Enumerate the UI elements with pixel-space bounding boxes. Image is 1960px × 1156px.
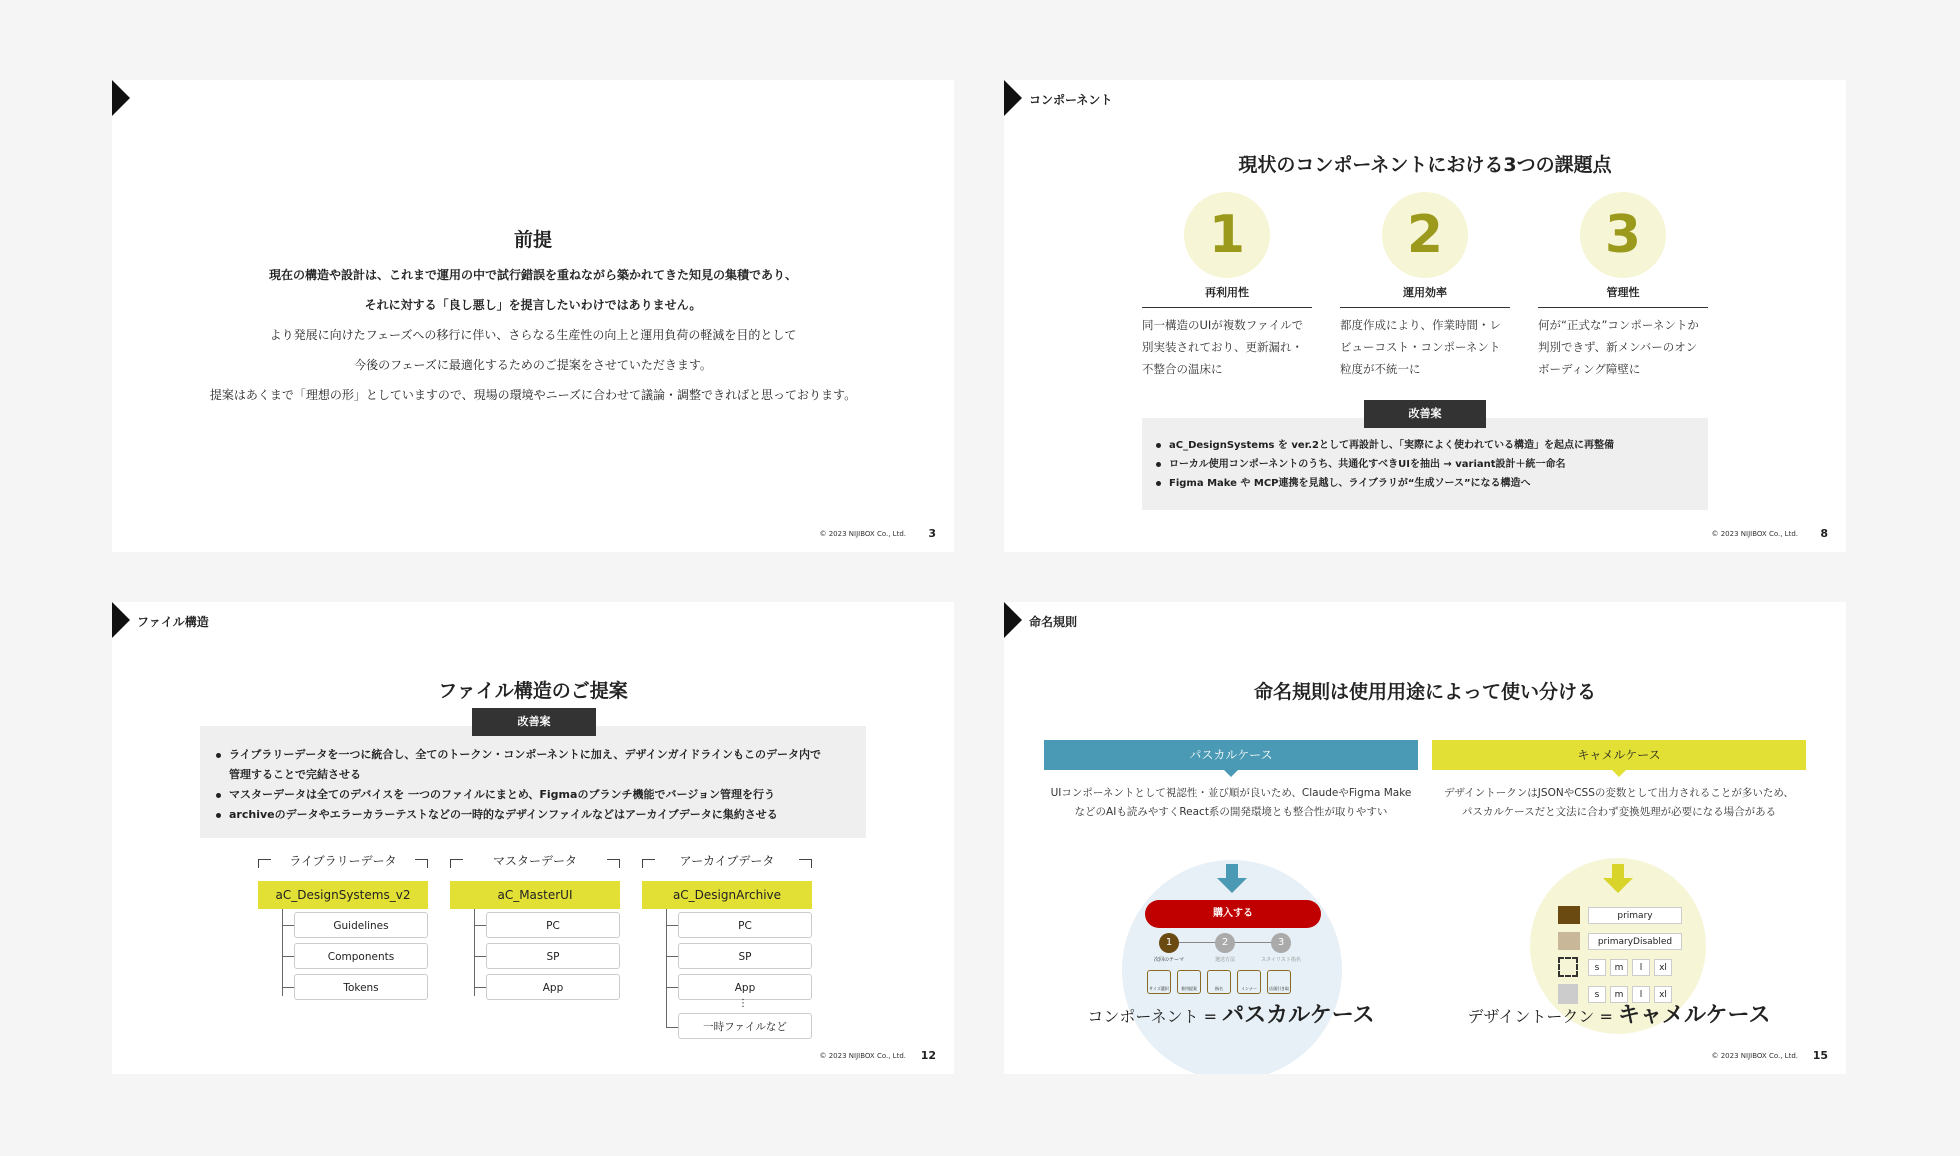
copyright: © 2023 NIJIBOX Co., Ltd. [819,530,906,538]
size-token: s [1588,986,1606,1003]
child-page[interactable]: App [486,974,620,1000]
master-file[interactable]: aC_MasterUI [450,881,620,909]
child-page[interactable]: App [678,974,812,1000]
slide-flag [1004,80,1022,116]
issue-number: 2 [1382,192,1468,278]
band-pointer [1612,770,1626,777]
camel-caption: デザイントークン = キャメルケース [1467,1003,1771,1028]
step-label: スタイリスト指名 [1261,957,1301,963]
down-arrow [1226,864,1238,878]
step-2: 2 [1215,933,1235,953]
color-swatch [1558,932,1580,950]
child-page[interactable]: SP [486,943,620,969]
issue-label: 運用効率 [1340,284,1510,308]
proposal-item: aC_DesignSystems を ver.2として再設計し、「実際によく使われている構造」を起点に再整備 [1156,436,1614,455]
slide-file-structure[interactable] [112,602,954,1074]
tree-line [282,909,283,996]
slide-title: 現状のコンポーネントにおける3つの課題点 [1238,154,1612,176]
proposal-item: Figma Make や MCP連携を見越し、ライブラリが“生成ソース”になる構造へ [1156,474,1531,493]
child-page[interactable]: Guidelines [294,912,428,938]
tree-line [474,909,475,996]
option-icon[interactable]: インナー [1237,970,1261,994]
slide-title: 命名規則は使用用途によって使い分ける [1253,681,1596,703]
step-3: 3 [1271,933,1291,953]
size-token: l [1632,986,1650,1003]
issue-label: 再利用性 [1142,284,1312,308]
proposal-item-cont: 管理することで完結させる [229,768,361,781]
proposal-item: ライブラリーデータを一つに統合し、全てのトークン・コンポーネントに加え、デザインガイドラインもこのデータ内で [216,745,821,764]
size-token: m [1610,986,1628,1003]
option-icon[interactable]: 着用提案 [1177,970,1201,994]
issue-number: 3 [1580,192,1666,278]
copyright: © 2023 NIJIBOX Co., Ltd. [1711,530,1798,538]
slide-title: 前提 [513,229,552,251]
page-number: 8 [1820,527,1828,540]
proposal-item: マスターデータは全てのデバイスを 一つのファイルにまとめ、Figmaのブランチ機能でバージョン管理を行う [216,785,775,804]
proposal-item: archiveのデータやエラーカラーテストなどの一時的なデザインファイルなどはアーカイブデータに集約させる [216,805,778,824]
camel-case-band: キャメルケース [1432,740,1806,770]
color-swatch [1558,906,1580,924]
issue-desc: 何が“正式な”コンポーネントか判別できず、新メンバーのオンボーディング障壁に [1538,318,1699,376]
child-page[interactable]: SP [678,943,812,969]
proposal-tag: 改善案 [472,708,596,736]
issue-desc: 同一構造のUIが複数ファイルで別実装されており、更新漏れ・不整合の温床に [1142,318,1304,376]
section-label: 命名規則 [1029,615,1078,629]
issue-number: 1 [1184,192,1270,278]
copyright: © 2023 NIJIBOX Co., Ltd. [1711,1052,1798,1060]
page-number: 3 [928,527,936,540]
page-number: 15 [1812,1049,1828,1062]
premise-line: 現在の構造や設計は、これまで運用の中で試行錯誤を重ねながら築かれてきた知見の集積であり、 [268,268,797,282]
pascal-case-band: パスカルケース [1044,740,1418,770]
slide-component-issues[interactable] [1004,80,1846,552]
page-number: 12 [920,1049,936,1062]
column-heading: アーカイブデータ [642,852,812,869]
child-page[interactable]: Components [294,943,428,969]
pascal-caption: コンポーネント = パスカルケース [1087,1003,1375,1028]
copyright: © 2023 NIJIBOX Co., Ltd. [819,1052,906,1060]
buy-button[interactable]: 購入する [1145,900,1321,928]
archive-file[interactable]: aC_DesignArchive [642,881,812,909]
token-name: primary [1588,907,1682,924]
slide-flag [112,80,130,116]
library-file[interactable]: aC_DesignSystems_v2 [258,881,428,909]
band-pointer [1224,770,1238,777]
slide-title: ファイル構造のご提案 [438,680,628,702]
size-token: xl [1654,986,1672,1003]
slide-premise[interactable] [112,80,954,552]
slide-flag [1004,602,1022,638]
step-label: 選送方法 [1214,957,1235,963]
column-heading: ライブラリーデータ [258,852,428,869]
option-icon[interactable]: 店頭引き取 [1267,970,1291,994]
step-1: 1 [1159,933,1179,953]
down-arrow [1612,864,1624,878]
size-token: m [1610,959,1628,976]
child-page[interactable]: Tokens [294,974,428,1000]
slide-naming-rules[interactable] [1004,602,1846,1074]
down-arrow-head [1217,878,1247,893]
option-icon[interactable]: 指名 [1207,970,1231,994]
issue-desc: 都度作成により、作業時間・レビューコスト・コンポーネント粒度が不統一に [1340,318,1501,376]
camel-desc: デザイントークンはJSONやCSSの変数として出力されることが多いため、 パスカルケースだと文法に合わず変換処理が必要になる場合がある [1444,787,1794,818]
down-arrow-head [1603,878,1633,893]
slide-flag [112,602,130,638]
child-page[interactable]: 一時ファイルなど [678,1013,812,1039]
size-token: l [1632,959,1650,976]
column-heading: マスターデータ [450,852,620,869]
child-page[interactable]: PC [486,912,620,938]
section-label: ファイル構造 [137,615,209,629]
size-token: xl [1654,959,1672,976]
size-token: s [1588,959,1606,976]
option-icon[interactable]: サイズ選択 [1147,970,1171,994]
section-label: コンポーネント [1029,93,1113,107]
premise-line: より発展に向けたフェーズへの移行に伴い、さらなる生産性の向上と運用負荷の軽減を目的として [269,328,797,342]
premise-line: 提案はあくまで「理想の形」としていますので、現場の環境やニーズに合わせて議論・調整できればと思っております。 [209,388,857,402]
token-name: primaryDisabled [1588,933,1682,950]
premise-line: 今後のフェーズに最適化するためのご提案をさせていただきます。 [354,358,712,372]
proposal-item: ローカル使用コンポーネントのうち、共通化すべきUIを抽出 → variant設計＋統一命名 [1156,455,1566,474]
tree-line [666,909,667,1027]
child-page[interactable]: PC [678,912,812,938]
issue-label: 管理性 [1538,284,1708,308]
proposal-tag: 改善案 [1364,400,1486,428]
spacing-icon [1558,957,1578,977]
premise-line: それに対する「良し悪し」を提言したいわけではありません。 [364,298,702,312]
step-label: 次回のテーマ [1153,957,1184,963]
pascal-desc: UIコンポーネントとして視認性・並び順が良いため、ClaudeやFigma Make などのAIも読みやすくReact系の開発環境とも整合性が取りやすい [1050,787,1412,818]
premise-text [112,260,954,410]
ellipsis: ⋮ [738,998,748,1009]
